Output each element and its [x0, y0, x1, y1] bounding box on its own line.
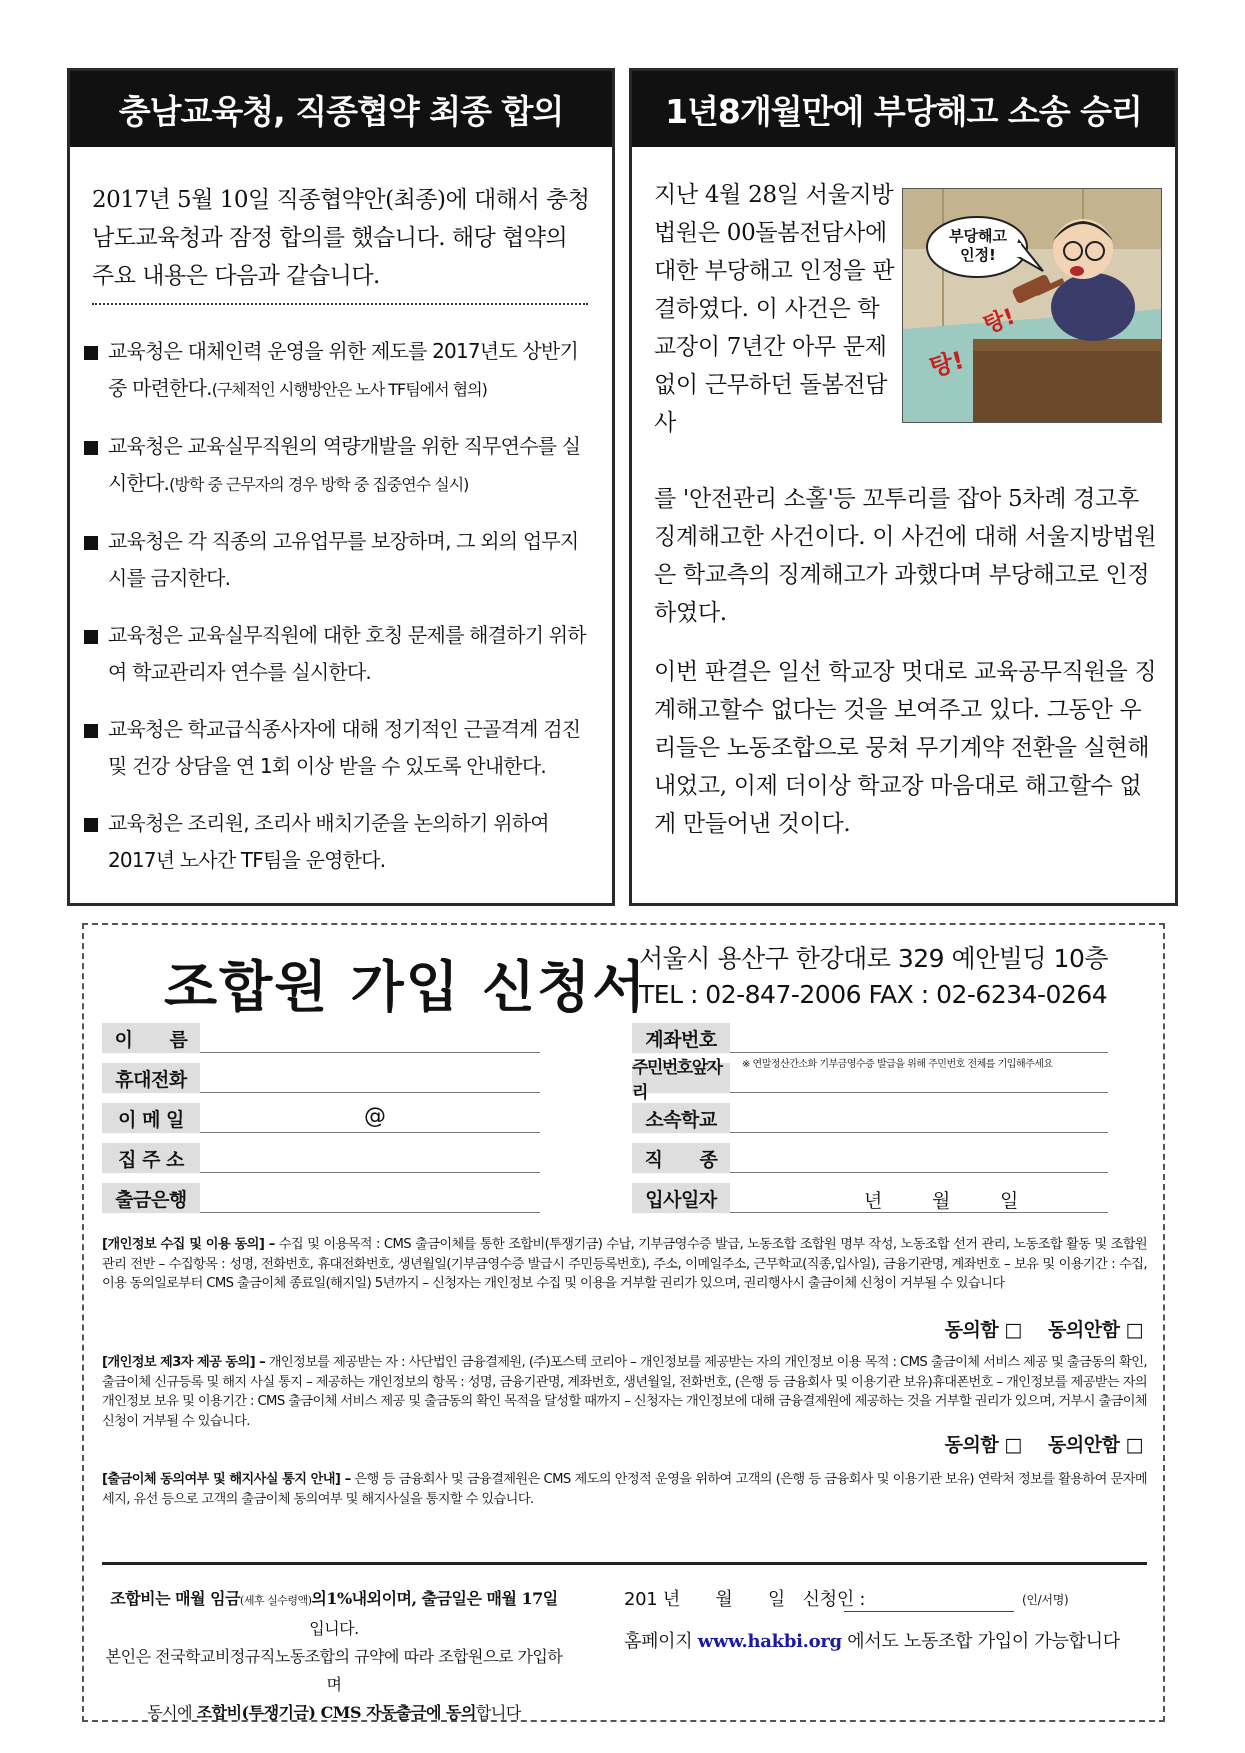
- agreement-item-note: (구체적인 시행방안은 노사 TF팀에서 협의): [211, 380, 487, 399]
- agreement-item-note: (방학 중 근무자의 경우 방학 중 집중연수 실시): [169, 475, 469, 494]
- agreement-item-text: 교육청은 교육실무직원의 역량개발을 위한 직무연수를 실시한다.: [108, 434, 581, 495]
- resident-number-label: 주민번호앞자리: [632, 1063, 730, 1093]
- resident-number-note: ※ 연말정산간소화 기부금영수증 발급을 위해 주민번호 전체를 기입해주세요: [742, 1059, 1053, 1070]
- application-date-text: 201 년 월 일 신청인 :: [624, 1589, 866, 1610]
- third-party-agree-options[interactable]: [945, 1430, 1143, 1457]
- square-bullet-icon: [84, 630, 98, 644]
- address-field[interactable]: [200, 1172, 540, 1173]
- cartoon-sound-effect-2: 탕!: [926, 345, 967, 382]
- resident-number-row[interactable]: [632, 1058, 1132, 1103]
- account-field[interactable]: [730, 1052, 1108, 1053]
- agreement-item-text: 교육청은 각 직종의 고유업무를 보장하며, 그 외의 업무지시를 금지한다.: [108, 529, 579, 590]
- withdrawal-notice-text: [102, 1470, 1147, 1509]
- job-type-row[interactable]: [632, 1143, 1132, 1173]
- agreement-item: [84, 711, 596, 785]
- union-phone-fax: TEL : 02-847-2006 FAX : 02-6234-0264: [639, 980, 1108, 1009]
- job-type-field[interactable]: [730, 1172, 1108, 1173]
- agreement-item: [84, 428, 596, 503]
- third-party-consent-text: [102, 1353, 1147, 1431]
- school-label: 소속학교: [632, 1103, 730, 1133]
- fee-text-a: 조합비는 매월 임금: [110, 1589, 241, 1608]
- privacy-collection-title: [개인정보 수집 및 이용 동의] –: [102, 1237, 275, 1252]
- hire-date-month: 월: [932, 1190, 951, 1212]
- third-party-disagree-checkbox[interactable]: 동의안함 □: [1048, 1434, 1143, 1456]
- pledge-line-2: [104, 1699, 564, 1727]
- third-party-consent-body: 개인정보를 제공받는 자 : 사단법인 금융결제원, (주)포스텍 코리아 – 개인정보를 제공받는 자의 개인정보 이용 목적 : CMS 출금이체 서비스 제공 및 출금동의 확인, 출금이체 신규등록 및 해지 사실 통지 – 제공하는 개인정보의 항목 : 성명, 금융기관명, 계좌번호, 생년월일, 전화번호, (은행 등 금융회사 및 이용기관 보유)휴대폰번호 – 개인정보를 제공받는 자의 개인정보 보유 및 이용기간 : CMS 출금이체 서비스 제공 및 출금동의 확인 목적을 달성할 때까지 – 신청자는 개인정보에 대해 금융결제원에 제공하는 것을 거부할 권리가 있으며, 거부시 출금이체 신청이 거부될 수 있습니다.: [102, 1355, 1147, 1429]
- square-bullet-icon: [84, 536, 98, 550]
- bank-row[interactable]: [102, 1183, 542, 1213]
- square-bullet-icon: [84, 724, 98, 738]
- pledge-text-c: 합니다: [475, 1703, 521, 1722]
- school-row[interactable]: [632, 1103, 1132, 1133]
- privacy-collection-agree-options[interactable]: [945, 1315, 1143, 1342]
- form-footer-divider: [102, 1562, 1147, 1565]
- pledge-text-a: 동시에: [147, 1703, 197, 1722]
- agreement-item: [84, 617, 596, 691]
- left-article-title: 충남교육청, 직종협약 최종 합의: [70, 71, 612, 147]
- membership-fee-pledge: [104, 1585, 564, 1727]
- membership-application-form: [82, 923, 1165, 1722]
- form-title: 조합원 가입 신청서: [164, 955, 648, 1019]
- right-article-panel: [629, 68, 1178, 906]
- withdrawal-notice-body: 은행 등 금융회사 및 금융결제원은 CMS 제도의 안정적 운영을 위하여 고객의 (은행 등 금융회사 및 이용기관 보유) 연락처 정보를 활용하여 문자메세지, 유선 등으로 고객의 출금이체 동의여부 및 해지사실을 통지할 수 있습니다.: [102, 1472, 1147, 1507]
- judge-gavel-icon: [903, 189, 1161, 422]
- resident-number-field[interactable]: [730, 1092, 1108, 1093]
- square-bullet-icon: [84, 346, 98, 360]
- cartoon-speech-bubble: 부당해고 인정!: [949, 227, 1007, 264]
- right-article-text-rest: 를 '안전관리 소홀'등 꼬투리를 잡아 5차례 경고후 징계해고한 사건이다. 이 사건에 대해 서울지방법원은 학교측의 징계해고가 과했다며 부당해고로 인정하였다.: [654, 486, 1157, 626]
- court-cartoon-illustration: [902, 188, 1162, 423]
- mobile-field[interactable]: [200, 1092, 540, 1093]
- email-label: 이 메 일: [102, 1103, 200, 1133]
- hire-date-field[interactable]: [730, 1212, 1108, 1213]
- email-field[interactable]: [200, 1132, 540, 1133]
- agreement-item-text: 교육청은 학교급식종사자에 대해 정기적인 근골격계 검진 및 건강 상담을 연 1회 이상 받을 수 있도록 안내한다.: [108, 717, 581, 778]
- hire-date-row[interactable]: [632, 1183, 1132, 1213]
- union-address: 서울시 용산구 한강대로 329 예안빌딩 10층: [639, 944, 1109, 973]
- privacy-collection-body: 수집 및 이용목적 : CMS 출금이체를 통한 조합비(투쟁기금) 수납, 기부금영수증 발급, 노동조합 조합원 명부 작성, 노동조합 선거 관리, 노동조합 활동 및 조합원 관리 전반 – 수집항목 : 성명, 전화번호, 휴대전화번호, 생년월일(기부금영수증 발급시 주민등록번호), 주소, 이메일주소, 근무학교(직종,입사일), 금융기관명, 계좌번호 – 보유 및 이용기간 : 수집, 이용 동의일로부터 CMS 출금이체 종료일(해지일) 5년까지 – 신청자는 개인정보 수집 및 이용을 거부할 권리가 있으며, 권리행사시 출금이체 신청이 거부될 수 있습니다: [102, 1237, 1147, 1291]
- bank-field[interactable]: [200, 1212, 540, 1213]
- fee-text-c: 입니다.: [309, 1619, 359, 1638]
- mobile-label: 휴대전화: [102, 1063, 200, 1093]
- signature-label: (인/서명): [1022, 1593, 1069, 1607]
- fee-text-b: 의1%내외이며, 출금일은 매월 17일: [311, 1589, 558, 1608]
- dotted-divider: [92, 303, 588, 305]
- homepage-text-b: 에서도 노동조합 가입이 가능합니다: [841, 1631, 1120, 1652]
- privacy-collection-consent-text: [102, 1235, 1147, 1294]
- bank-label: 출금은행: [102, 1183, 200, 1213]
- name-row[interactable]: [102, 1023, 542, 1053]
- withdrawal-notice-title: [출금이체 동의여부 및 해지사실 통지 안내] –: [102, 1472, 351, 1487]
- homepage-text-a: 홈페이지: [624, 1631, 698, 1652]
- agreement-item: [84, 523, 596, 597]
- account-label: 계좌번호: [632, 1023, 730, 1053]
- square-bullet-icon: [84, 441, 98, 455]
- application-signature-area: [624, 1585, 1144, 1653]
- signature-line[interactable]: [844, 1611, 1014, 1612]
- fee-text-small: (세후 실수령액): [240, 1594, 312, 1607]
- third-party-consent-title: [개인정보 제3자 제공 동의] –: [102, 1355, 266, 1370]
- membership-fee-line: [104, 1585, 564, 1643]
- address-row[interactable]: [102, 1143, 542, 1173]
- privacy-collection-agree-checkbox[interactable]: 동의함 □: [944, 1319, 1022, 1341]
- name-label: 이 름: [102, 1023, 200, 1053]
- email-at-sign: @: [364, 1104, 386, 1129]
- hire-date-year: 년: [864, 1190, 883, 1212]
- cartoon-sound-effect-1: 탕!: [980, 304, 1019, 339]
- address-label: 집 주 소: [102, 1143, 200, 1173]
- agreement-item-list: [84, 333, 596, 899]
- left-article-intro: 2017년 5월 10일 직종협약안(최종)에 대해서 충청남도교육청과 잠정 합의를 했습니다. 해당 협약의 주요 내용은 다음과 같습니다.: [92, 187, 590, 289]
- agreement-item: [84, 805, 596, 879]
- pledge-line-1: 본인은 전국학교비정규직노동조합의 규약에 따라 조합원으로 가입하며: [105, 1647, 563, 1694]
- email-row[interactable]: [102, 1103, 542, 1133]
- hire-date-day: 일: [1000, 1190, 1019, 1212]
- mobile-row[interactable]: [102, 1063, 542, 1093]
- pledge-text-b: 조합비(투쟁기금) CMS 자동출금에 동의: [196, 1703, 476, 1722]
- agreement-item-text: 교육청은 조리원, 조리사 배치기준을 논의하기 위하여 2017년 노사간 TF팀을 운영한다.: [108, 811, 549, 872]
- agreement-item-text: 교육청은 교육실무직원에 대한 호칭 문제를 해결하기 위하여 학교관리자 연수를 실시한다.: [108, 623, 586, 684]
- agreement-item: [84, 333, 596, 408]
- agreement-item-text: 교육청은 대체인력 운영을 위한 제도를 2017년도 상반기 중 마련한다.: [108, 339, 578, 400]
- homepage-link[interactable]: www.hakbi.org: [697, 1631, 842, 1652]
- right-article-paragraph-2: 이번 판결은 일선 학교장 멋대로 교육공무직원을 징계해고할수 없다는 것을 보여주고 있다. 그동안 우리들은 노동조합으로 뭉쳐 무기계약 전환을 실현해 내었고, 이제 더이상 학교장 마음대로 해고할수 없게 만들어낸 것이다.: [654, 659, 1157, 837]
- third-party-agree-checkbox[interactable]: 동의함 □: [944, 1434, 1022, 1456]
- right-article-title: 1년8개월만에 부당해고 소송 승리: [632, 71, 1175, 147]
- square-bullet-icon: [84, 818, 98, 832]
- job-type-label: 직 종: [632, 1143, 730, 1173]
- application-date-line[interactable]: [624, 1585, 1144, 1621]
- account-row[interactable]: [632, 1023, 1132, 1053]
- school-field[interactable]: [730, 1132, 1108, 1133]
- right-article-text-top: 지난 4월 28일 서울지방법원은 00돌봄전담사에 대한 부당해고 인정을 판결하였다. 이 사건은 학교장이 7년간 아무 문제없이 근무하던 돌봄전담사: [654, 182, 895, 436]
- left-article-panel: [67, 68, 615, 906]
- privacy-collection-disagree-checkbox[interactable]: 동의안함 □: [1048, 1319, 1143, 1341]
- homepage-notice: [624, 1627, 1144, 1653]
- name-field[interactable]: [200, 1052, 540, 1053]
- hire-date-label: 입사일자: [632, 1183, 730, 1213]
